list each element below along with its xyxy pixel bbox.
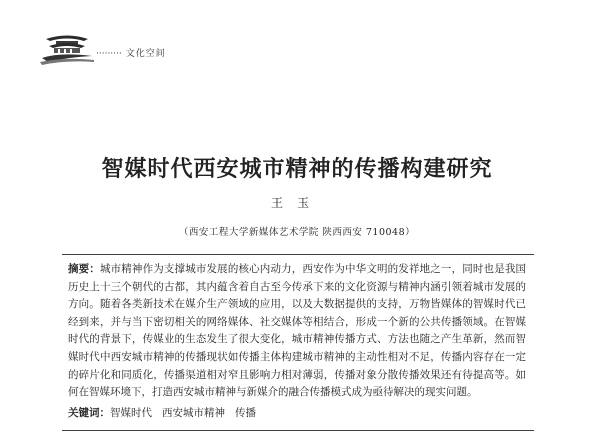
section-name: 文化空间 — [125, 49, 166, 59]
abstract-label: 摘要： — [68, 263, 100, 275]
abstract-top-rule — [62, 254, 534, 255]
article-title: 智媒时代西安城市精神的传播构建研究 — [101, 157, 493, 182]
keyword: 传播 — [235, 407, 256, 419]
keyword: 西安城市精神 — [162, 407, 225, 419]
dotted-leader: ········· — [96, 49, 122, 59]
section-label — [96, 46, 166, 59]
author-affiliation: （西安工程大学新媒体艺术学院 陕西西安 710048） — [178, 227, 416, 238]
abstract-paragraph — [68, 261, 526, 402]
article-author: 王玉 — [270, 196, 323, 210]
abstract-bottom-rule — [62, 430, 534, 431]
page-header — [40, 30, 240, 70]
keywords-line — [68, 405, 526, 422]
keyword: 智媒时代 — [110, 407, 152, 419]
keywords-label: 关键词： — [68, 407, 110, 419]
pagoda-logo-icon — [40, 30, 94, 66]
abstract-text: 城市精神作为支撑城市发展的核心内动力，西安作为中华文明的发祥地之一，同时也是我国历史上十三个朝代的古都，其内蕴含着自古至今传承下来的文化资源与精神内涵引领着城市发展的方向。随着各类新技术在媒介生产领域的应用，以及大数据提供的支持，万物皆媒体的智媒时代已经到来，并与当下密切相关的网络媒体、社交媒体等相结合，形成一个新的公共传播领域。在智媒时代的背景下，传媒业的生态发生了很大变化，城市精神传播方式、方法也随之产生革新，然而智媒时代中西安城市精神的传播现状如传播主体构建城市精神的主动性相对不足，传播内容存在一定的碎片化和同质化，传播渠道相对窄且影响力相对薄弱，传播对象分散传播效果还有待提高等。如何在智媒环境下，打造西安城市精神与新媒介的融合传播模式成为亟待解决的现实问题。 — [68, 263, 527, 399]
